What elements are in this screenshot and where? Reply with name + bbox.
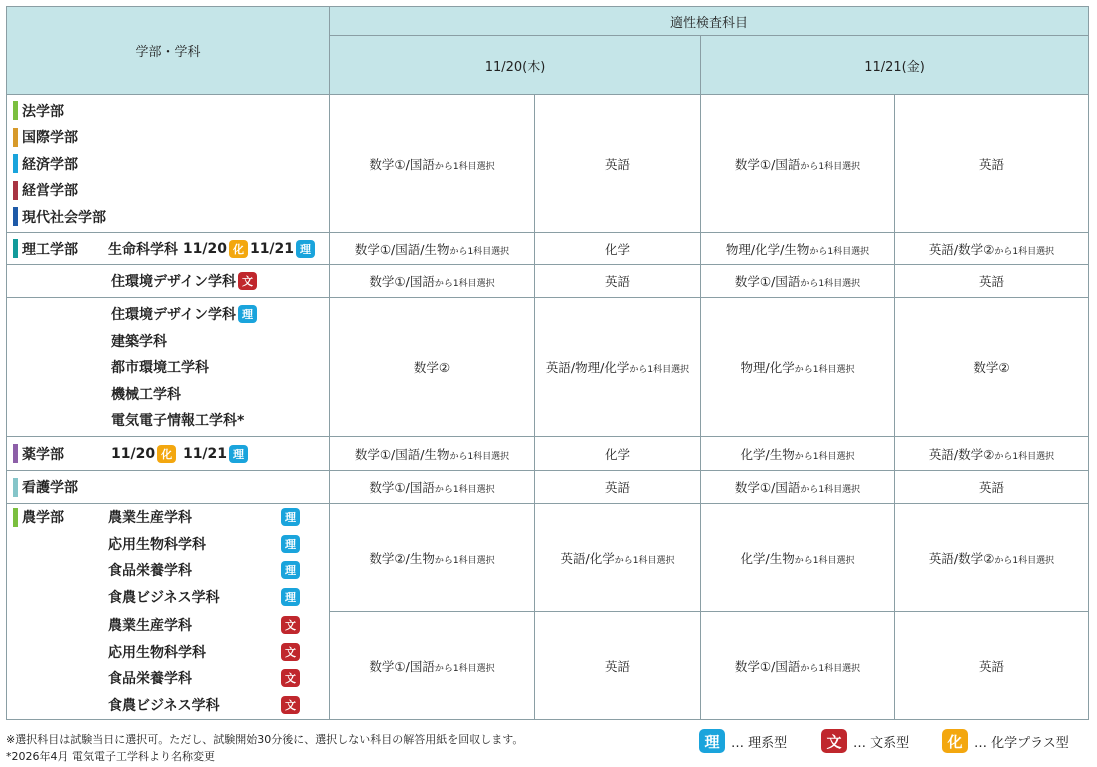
bunkei-badge: 文 bbox=[821, 729, 847, 753]
rikei-badge: 理 bbox=[699, 729, 725, 753]
dept-food-bun: 食品栄養学科 文 bbox=[108, 665, 302, 692]
color-bar bbox=[13, 128, 18, 147]
cell-subject: 英語 bbox=[535, 265, 701, 298]
color-bar bbox=[13, 101, 18, 120]
dept-civil: 都市環境工学科 bbox=[111, 360, 209, 376]
faculty-agri: 農学部 bbox=[7, 504, 108, 531]
note-rename: *2026年4月 電気電子工学科より名称変更 bbox=[6, 750, 215, 763]
cell-subject: 数学①/国語から1科目選択 bbox=[330, 612, 535, 720]
dept-jukan: 住環境デザイン学科 文 bbox=[111, 271, 329, 291]
dept-jukan-ri: 住環境デザイン学科 理 bbox=[111, 301, 329, 328]
dept-applied-bio-ri: 応用生物科学科 理 bbox=[108, 531, 302, 558]
faculty-law: 法学部 bbox=[7, 97, 329, 124]
row-pharm bbox=[7, 437, 330, 471]
color-bar bbox=[13, 478, 18, 497]
header-faculty-dept: 学部・学科 bbox=[7, 7, 330, 95]
dept-mech: 機械工学科 bbox=[111, 386, 181, 403]
cell-subject: 数学② bbox=[330, 298, 535, 437]
faculty-group-humanities bbox=[7, 95, 330, 233]
cell-subject: 物理/化学/生物から1科目選択 bbox=[701, 233, 895, 265]
dept-elec: 電気電子情報工学科* bbox=[111, 413, 245, 429]
bunkei-badge: 文 bbox=[281, 696, 300, 714]
legend-bunkei: 文 … 文系型 bbox=[819, 729, 909, 753]
dept-bio: 生命科学科 11/20 化 11/21 理 bbox=[108, 239, 317, 259]
rikei-badge: 理 bbox=[281, 588, 300, 606]
dept-agri-prod-bun: 農業生産学科 文 bbox=[108, 612, 302, 639]
dept-agribiz-ri: 食農ビジネス学科 理 bbox=[108, 584, 302, 611]
cell-subject: 英語/数学②から1科目選択 bbox=[895, 233, 1089, 265]
dept-arch: 建築学科 bbox=[111, 333, 167, 350]
dept-applied-bio-bun: 応用生物科学科 文 bbox=[108, 639, 302, 666]
rikei-badge: 理 bbox=[229, 445, 248, 463]
kagaku-plus-badge: 化 bbox=[942, 729, 968, 753]
cell-subject: 化学 bbox=[535, 233, 701, 265]
pharm-dates: 11/20 化 11/21 理 bbox=[111, 445, 250, 463]
exam-subject-table bbox=[6, 6, 1089, 720]
cell-subject: 数学①/国語から1科目選択 bbox=[330, 471, 535, 504]
cell-subject: 数学①/国語から1科目選択 bbox=[701, 612, 895, 720]
cell-subject: 数学② bbox=[895, 298, 1089, 437]
dept-agri-prod-ri: 農業生産学科 理 bbox=[108, 504, 302, 531]
cell-subject: 英語 bbox=[895, 612, 1089, 720]
row-nurse bbox=[7, 471, 330, 504]
faculty-soc: 現代社会学部 bbox=[7, 203, 329, 230]
color-bar bbox=[13, 207, 18, 226]
rikei-badge: 理 bbox=[296, 240, 315, 258]
bunkei-badge: 文 bbox=[281, 669, 300, 687]
bunkei-badge: 文 bbox=[238, 272, 257, 290]
cell-subject: 化学/生物から1科目選択 bbox=[701, 437, 895, 471]
note-selection: ※選択科目は試験当日に選択可。ただし、試験開始30分後に、選択しない科目の解答用紙を回収します。 bbox=[6, 733, 524, 746]
faculty-pharm: 薬学部 bbox=[7, 440, 111, 467]
kagaku-plus-badge: 化 bbox=[157, 445, 176, 463]
color-bar bbox=[13, 508, 18, 527]
cell-subject: 物理/化学から1科目選択 bbox=[701, 298, 895, 437]
row-eng-group bbox=[7, 298, 330, 437]
cell-subject: 数学①/国語から1科目選択 bbox=[701, 95, 895, 233]
bunkei-badge: 文 bbox=[281, 616, 300, 634]
cell-subject: 数学①/国語/生物から1科目選択 bbox=[330, 437, 535, 471]
rikei-badge: 理 bbox=[281, 561, 300, 579]
color-bar bbox=[13, 239, 18, 258]
cell-subject: 英語/数学②から1科目選択 bbox=[895, 504, 1089, 612]
header-date-1: 11/20(木) bbox=[330, 36, 701, 95]
cell-subject: 数学①/国語から1科目選択 bbox=[701, 265, 895, 298]
cell-subject: 英語 bbox=[535, 95, 701, 233]
bunkei-badge: 文 bbox=[281, 643, 300, 661]
faculty-eng: 理工学部 bbox=[7, 235, 108, 262]
header-date-2: 11/21(金) bbox=[701, 36, 1089, 95]
legend-rikei: 理 … 理系型 bbox=[697, 729, 787, 753]
cell-subject: 英語/数学②から1科目選択 bbox=[895, 437, 1089, 471]
faculty-econ: 経済学部 bbox=[7, 150, 329, 177]
cell-subject: 英語/化学から1科目選択 bbox=[535, 504, 701, 612]
cell-subject: 数学①/国語/生物から1科目選択 bbox=[330, 233, 535, 265]
color-bar bbox=[13, 181, 18, 200]
dept-food-ri: 食品栄養学科 理 bbox=[108, 557, 302, 584]
color-bar bbox=[13, 154, 18, 173]
faculty-mgmt: 経営学部 bbox=[7, 177, 329, 204]
cell-subject: 英語 bbox=[895, 95, 1089, 233]
cell-subject: 英語/物理/化学から1科目選択 bbox=[535, 298, 701, 437]
cell-subject: 数学②/生物から1科目選択 bbox=[330, 504, 535, 612]
cell-subject: 英語 bbox=[535, 471, 701, 504]
cell-subject: 化学 bbox=[535, 437, 701, 471]
faculty-nurse: 看護学部 bbox=[7, 474, 329, 501]
dept-agribiz-bun: 食農ビジネス学科 文 bbox=[108, 692, 302, 719]
header-subjects: 適性検査科目 bbox=[330, 7, 1089, 36]
cell-subject: 英語 bbox=[895, 265, 1089, 298]
kagaku-plus-badge: 化 bbox=[229, 240, 248, 258]
cell-subject: 数学①/国語から1科目選択 bbox=[330, 265, 535, 298]
row-jukan-bun bbox=[7, 265, 330, 298]
cell-subject: 英語 bbox=[895, 471, 1089, 504]
rikei-badge: 理 bbox=[281, 508, 300, 526]
cell-subject: 数学①/国語から1科目選択 bbox=[701, 471, 895, 504]
faculty-intl: 国際学部 bbox=[7, 124, 329, 151]
rikei-badge: 理 bbox=[281, 535, 300, 553]
cell-subject: 英語 bbox=[535, 612, 701, 720]
row-agri bbox=[7, 504, 330, 720]
legend-kagaku: 化 … 化学プラス型 bbox=[940, 729, 1069, 753]
rikei-badge: 理 bbox=[238, 305, 257, 323]
row-eng-bio bbox=[7, 233, 330, 265]
color-bar bbox=[13, 444, 18, 463]
cell-subject: 数学①/国語から1科目選択 bbox=[330, 95, 535, 233]
cell-subject: 化学/生物から1科目選択 bbox=[701, 504, 895, 612]
